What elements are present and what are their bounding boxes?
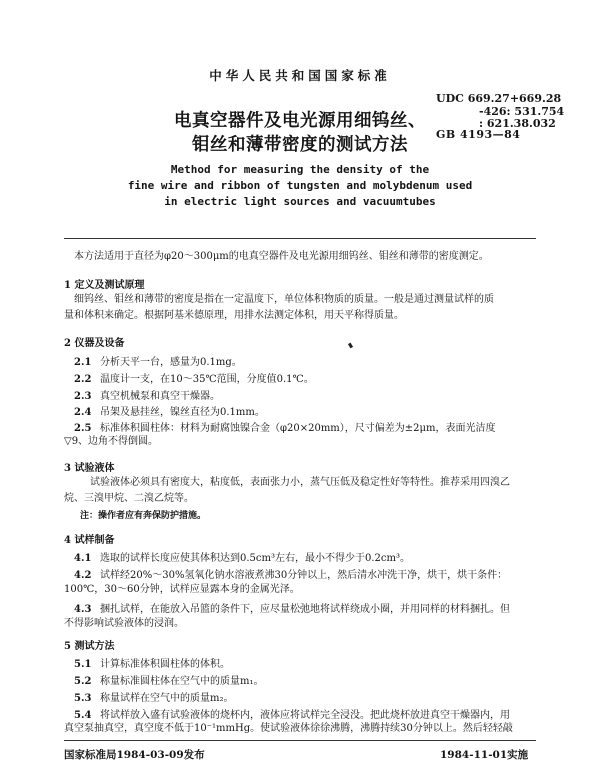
effective-date: 1984-11-01实施 (440, 749, 529, 761)
section-2-item: 2.4 吊架及悬挂丝，镍丝直径为0.1mm。 (74, 407, 265, 418)
section-4-item: 4.3 捆扎试样，在能放入吊篮的条件下，应尽量松弛地将试样绕成小圈，并用同样的材料捆扎。但 (74, 604, 510, 615)
udc-line: UDC 669.27+669.28 (436, 92, 562, 105)
title-en-line: fine wire and ribbon of tungsten and molybdenum used (127, 179, 473, 192)
section-4-item: 4.2 试样经20%～30%氢氧化钠水溶液煮沸30分钟以上，然后清水冲洗干净，烘干，烘干条件： (74, 570, 508, 581)
ink-mark (348, 343, 353, 349)
section-3-note: 注：操作者应有奔保防护措施。 (80, 511, 207, 521)
section-1-line: 细钨丝、钼丝和薄带的密度是指在一定温度下，单位体积物质的质量。一般是通过测量试样的质 (74, 294, 494, 305)
title-en-line: Method for measuring the density of the (170, 163, 430, 176)
section-5-item: 5.4 将试样放入盛有试验液体的烧杯内，液体应将试样完全浸没。把此烧杯放进真空干燥器内，用 (74, 710, 510, 721)
gb-number: GB 4193—84 (436, 128, 521, 141)
section-heading-5: 5 测试方法 (64, 641, 115, 652)
issue-date: 国家标准局1984-03-09发布 (64, 749, 205, 761)
title-zh-line: 电真空器件及电光源用细钨丝、 (174, 111, 426, 131)
section-2-item: 2.1 分析天平一台，感量为0.1mg。 (74, 357, 242, 368)
section-5-continuation: 真空泵抽真空，真空度不低于10⁻¹mmHg。使试验液体徐徐沸腾，沸腾持续30分钟以上。然后轻轻敲 (64, 723, 513, 734)
title-en-line: in electric light sources and vacuumtubes (164, 195, 436, 208)
section-2-item: 2.2 温度计一支，在10～35℃范围，分度值0.1℃。 (74, 374, 314, 385)
header-divider (64, 238, 536, 239)
section-heading-3: 3 试验液体 (64, 463, 115, 474)
section-heading-2: 2 仪器及设备 (64, 338, 125, 349)
section-5-item: 5.2 称量标准圆柱体在空气中的质量m₁。 (74, 676, 264, 687)
section-2-item: 2.3 真空机械泵和真空干燥器。 (74, 391, 220, 402)
section-5-item: 5.3 称量试样在空气中的质量m₂。 (74, 693, 234, 704)
intro-paragraph: 本方法适用于直径为φ20～300μm的电真空器件及电光源用细钨丝、钼丝和薄带的密度测定。 (74, 251, 489, 262)
title-zh-line: 钼丝和薄带密度的测试方法 (192, 135, 408, 155)
udc-line: -426: 531.754 (479, 104, 565, 118)
section-5-item: 5.1 计算标准体积圆柱体的体积。 (74, 659, 230, 670)
section-heading-1: 1 定义及测试原理 (64, 280, 145, 291)
section-2-item: 2.5 标准体积圆柱体：材料为耐腐蚀镍合金（φ20×20mm），尺寸偏差为±2μm，表面光洁度 (74, 423, 496, 434)
section-heading-4: 4 试样制备 (64, 535, 115, 546)
footer-divider (64, 740, 536, 741)
standard-header: 中华人民共和国国家标准 (209, 68, 391, 83)
udc-line: : 621.38.032 (479, 117, 556, 130)
section-4-item: 4.1 选取的试样长度应使其体积达到0.5cm³左右，最小不得少于0.2cm³。 (74, 553, 410, 564)
section-2-continuation: ▽9、边角不得倒圆。 (64, 436, 159, 447)
section-1-line: 量和体积来确定。根据阿基米德原理，用排水法测定体积，用天平称得质量。 (64, 310, 404, 321)
section-3-line: 烷、三溴甲烷、二溴乙烷等。 (64, 493, 194, 504)
section-4-continuation: 不得影响试验液体的浸润。 (64, 618, 184, 629)
section-4-continuation: 100℃，30～60分钟，试样应显露本身的金属光泽。 (64, 584, 300, 595)
section-3-line: 试验液体必须具有密度大，粘度低，表面张力小，蒸气压低及稳定性好等特性。推荐采用四溴乙 (90, 477, 510, 488)
